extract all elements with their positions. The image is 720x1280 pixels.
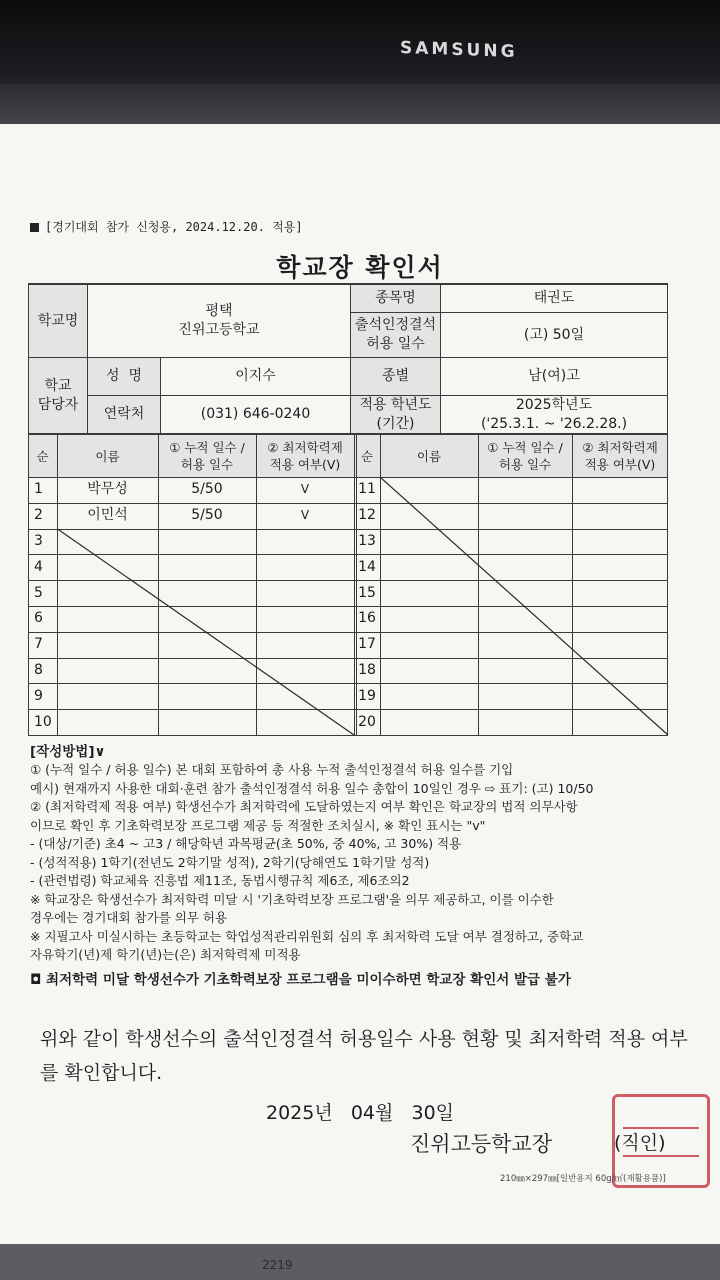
student-name: [57, 554, 158, 580]
student-check: V: [300, 482, 310, 497]
row-number: 13: [358, 532, 376, 549]
student-check: [256, 529, 354, 555]
student-days: [158, 554, 256, 580]
sport-label: 종목명: [351, 285, 440, 312]
paper-spec: 210㎜×297㎜[일반용지 60g/㎡(재활용품)]: [500, 1174, 666, 1184]
row-number: 2: [34, 507, 43, 524]
row-number: 1: [34, 481, 43, 498]
student-name: 이민석: [87, 507, 128, 524]
student-check: [256, 683, 354, 709]
principal-signature: 진위고등학교장: [410, 1132, 553, 1156]
table-header-cell: 순: [360, 448, 374, 464]
row-number: 9: [34, 687, 43, 704]
row-number: 14: [358, 558, 376, 575]
staff-name-value: 이지수: [235, 368, 276, 384]
confirmation-statement: 위와 같이 학생선수의 출석인정결석 허용일수 사용 현황 및 최저학력 적용 여부를 확인합니다.: [40, 1028, 688, 1084]
sport-value: 태권도: [533, 290, 575, 306]
instruction-line: ※ 지필고사 미실시하는 초등학교는 학업성적관리위원회 심의 후 최저학력 도달 여부 결정하고, 중학교: [30, 928, 584, 944]
document-title: 학교장 확인서: [276, 253, 444, 282]
student-check: [256, 606, 354, 632]
instruction-line: - (대상/기준) 초4 ~ 고3 / 해당학년 과목평균(초 50%, 중 40%, 고 30%) 적용: [30, 836, 462, 851]
row-number: 4: [34, 558, 43, 575]
row-number: 5: [34, 584, 43, 601]
table-header-cell: ① 누적 일수 / 허용 일수: [487, 440, 563, 472]
student-name: [57, 580, 158, 606]
table-header-cell: ① 누적 일수 / 허용 일수: [169, 440, 245, 472]
certificate-warning: ◘ 최저학력 미달 학생선수가 기초학력보장 프로그램을 미이수하면 학교장 확인서 발급 불가: [30, 971, 571, 988]
student-name: [57, 658, 158, 684]
instruction-line: 이므로 확인 후 기초학력보장 프로그램 제공 등 적절한 조치실시, ※ 확인 표시는 "v": [30, 817, 486, 833]
row-number: 11: [358, 481, 376, 498]
table-column-line: [57, 435, 58, 735]
gender-value: 남(여)고: [528, 368, 580, 384]
table-column-line: [158, 435, 159, 735]
student-check: [256, 709, 354, 735]
student-name: [57, 683, 158, 709]
year-label: 적용 학년도 (기간): [351, 396, 440, 433]
row-number: 8: [34, 661, 43, 678]
table-column-line: [256, 435, 257, 735]
student-days: [158, 632, 256, 658]
instruction-line: 경우에는 경기대회 참가를 의무 허용: [30, 910, 228, 925]
staff-label: 학교 담당자: [29, 358, 87, 433]
student-days: [158, 606, 256, 632]
student-name: [57, 606, 158, 632]
surface-below-paper: [0, 1244, 720, 1280]
student-days: [158, 529, 256, 555]
laptop-brand-label: SAMSUNG: [400, 37, 518, 63]
year-value: 2025학년도 ('25.3.1. ~ '26.2.28.): [480, 396, 628, 432]
table-header-cell: ② 최저학력제 적용 여부(V): [267, 440, 343, 472]
student-check: [256, 632, 354, 658]
row-number: 20: [358, 713, 376, 730]
contact-label: 연락처: [88, 396, 160, 433]
instruction-line: ① (누적 일수 / 허용 일수) 본 대회 포함하여 총 사용 누적 출석인정결석 허용 일수를 기입: [30, 762, 514, 777]
row-number: 17: [358, 636, 376, 653]
table-row-line: [28, 735, 668, 736]
table-header-cell: ② 최저학력제 적용 여부(V): [582, 440, 658, 472]
row-number: 10: [34, 713, 52, 730]
table-column-line: [356, 435, 357, 735]
allowed-days-value: (고) 50일: [523, 326, 585, 343]
row-number: 6: [34, 610, 43, 627]
row-number: 15: [358, 584, 376, 601]
student-name: [57, 529, 158, 555]
table-header-cell: 이름: [95, 448, 120, 464]
header-note-text: [경기대회 참가 신청용, 2024.12.20. 적용]: [45, 220, 303, 234]
table-column-line: [380, 435, 381, 735]
instruction-line: ② (최저학력제 적용 여부) 학생선수가 최저학력에 도달하였는지 여부 확인은 학교장의 법적 의무사항: [30, 799, 578, 814]
contact-value: (031) 646-0240: [200, 406, 311, 422]
table-column-line: [667, 435, 668, 735]
issue-date: 2025년 04월 30일: [266, 1102, 455, 1124]
instruction-line: ※ 학교장은 학생선수가 최저학력 미달 시 '기초학력보장 프로그램'을 의무 제공하고, 이를 이수한: [30, 891, 554, 907]
student-check: [256, 554, 354, 580]
student-name: 박무성: [87, 481, 128, 498]
table-column-line: [478, 435, 479, 735]
student-days: [158, 709, 256, 735]
school-name-value: 평택 진위고등학교: [178, 303, 260, 338]
student-days: 5/50: [191, 481, 223, 498]
student-name: [57, 709, 158, 735]
student-days: 5/50: [191, 507, 223, 524]
table-column-line: [572, 435, 573, 735]
school-name-label: 학교명: [29, 285, 87, 357]
student-check: [256, 658, 354, 684]
table-header-cell: 이름: [416, 448, 442, 464]
staff-name-label: 성 명: [88, 358, 160, 395]
instruction-line: - (관련법령) 학교체육 진흥법 제11조, 동법시행규칙 제6조, 제6조의2: [30, 873, 410, 888]
instruction-line: 자유학기(년)제 학기(년)는(은) 최저학력제 미적용: [30, 947, 301, 962]
below-paper-text: 2219: [262, 1258, 293, 1272]
row-number: 18: [358, 661, 376, 678]
instruction-line: - (성적적용) 1학기(전년도 2학기말 성적), 2학기(당해연도 1학기말 성적): [30, 854, 430, 870]
student-check: V: [300, 508, 310, 523]
instructions-title: [작성방법]∨: [30, 744, 106, 760]
row-number: 16: [358, 610, 376, 627]
student-days: [158, 580, 256, 606]
row-number: 3: [34, 532, 43, 549]
student-check: [256, 580, 354, 606]
square-bullet-icon: [30, 223, 39, 232]
table-column-line: [28, 435, 29, 735]
row-number: 19: [358, 687, 376, 704]
table-header-cell: 순: [36, 448, 49, 464]
laptop-screen-bezel: [0, 0, 720, 130]
allowed-days-label: 출석인정결석 허용 일수: [351, 313, 440, 357]
student-name: [57, 632, 158, 658]
table-column-line: [354, 435, 355, 735]
student-days: [158, 658, 256, 684]
header-note: [30, 218, 303, 235]
seal-label: (직인): [614, 1132, 666, 1154]
row-number: 12: [358, 507, 376, 524]
instruction-line: 예시) 현재까지 사용한 대회·훈련 참가 출석인정결석 허용 일수 총합이 10일인 경우 ⇨ 표기: (고) 10/50: [30, 780, 594, 796]
row-number: 7: [34, 636, 43, 653]
student-days: [158, 683, 256, 709]
gender-label: 종별: [351, 358, 440, 395]
